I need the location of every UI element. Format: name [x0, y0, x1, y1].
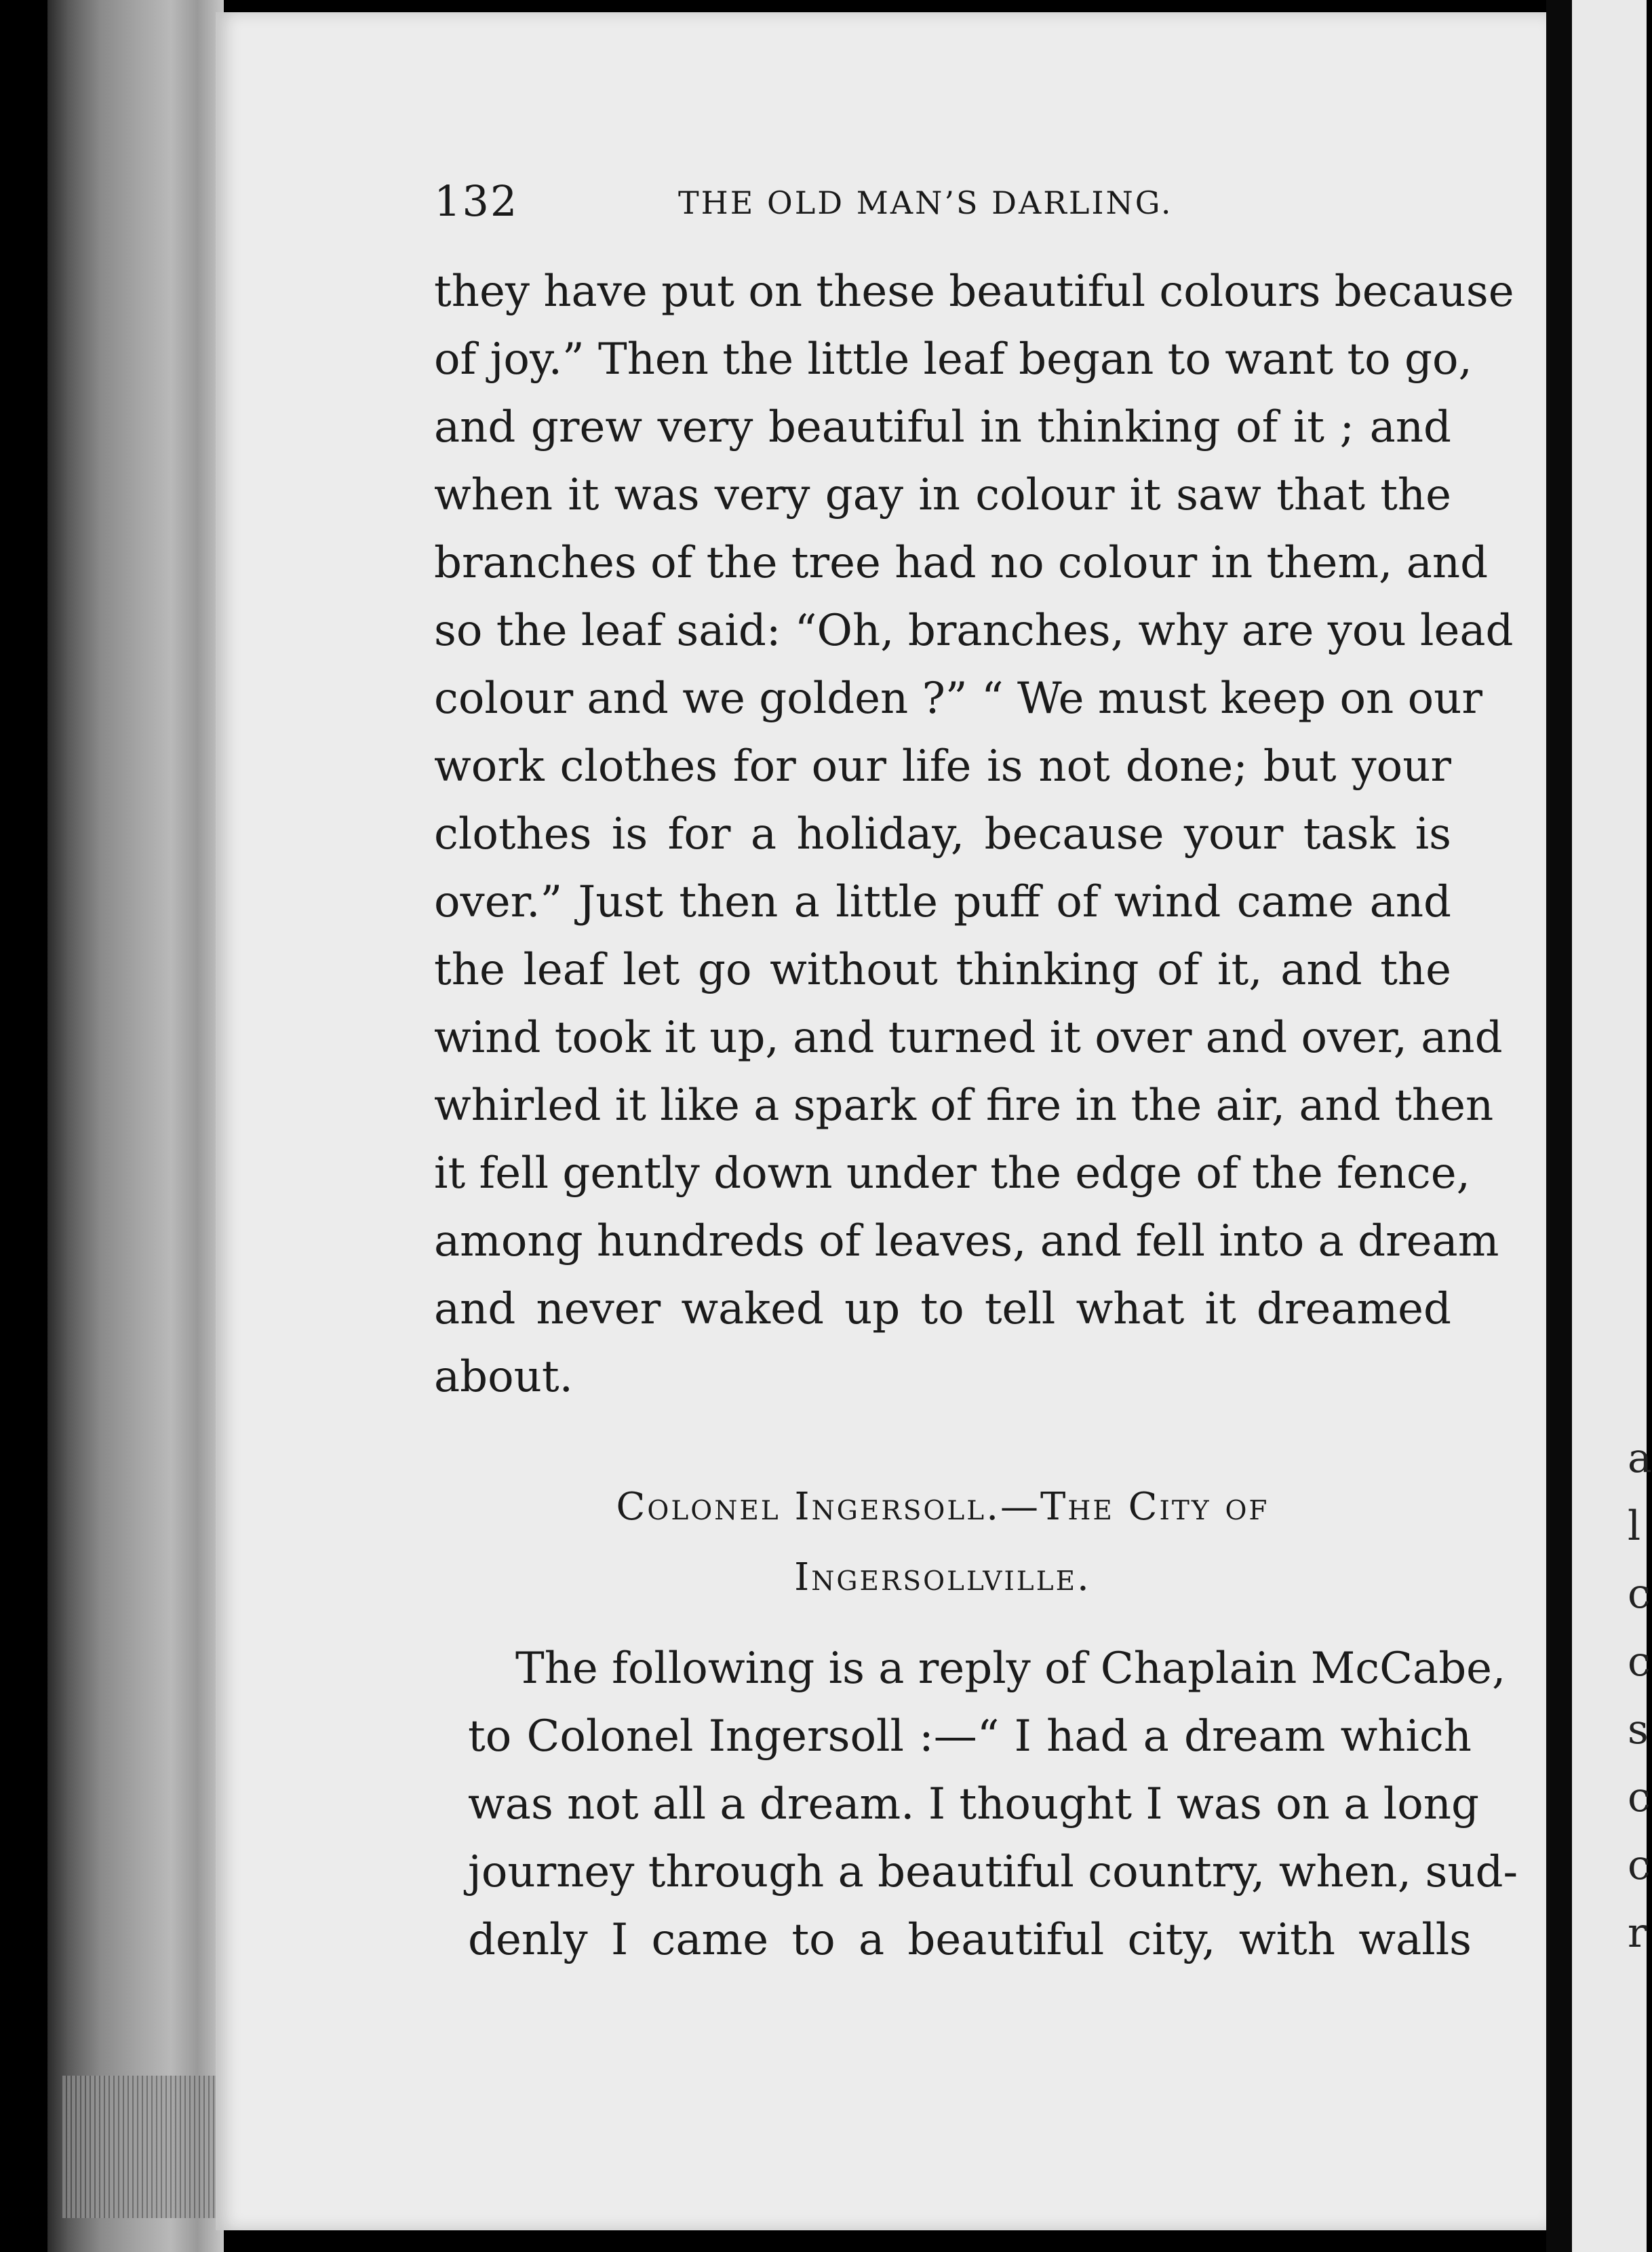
facing-letter: s [1628, 1706, 1649, 1753]
text-line: to Colonel Ingersoll :—“ I had a dream which [468, 1711, 1472, 1762]
facing-letter: l [1628, 1502, 1641, 1550]
page-stack-lines [61, 2076, 224, 2218]
text-line: branches of the tree had no colour in them, and [434, 538, 1489, 588]
facing-letter: c [1628, 1638, 1651, 1686]
section-heading-line: Ingersollville. [794, 1555, 1091, 1599]
page-header [434, 176, 1329, 237]
text-line: so the leaf said: “Oh, branches, why are you lead [434, 606, 1514, 656]
text-line: the leaf let go without thinking of it, and the [434, 945, 1451, 995]
section-heading-line: Colonel Ingersoll.—The City of [616, 1485, 1270, 1529]
book-gutter [1546, 0, 1572, 2252]
text-line: about. [434, 1352, 573, 1402]
facing-page-letters [1628, 1424, 1652, 1967]
text-line: clothes is for a holiday, because your task is [434, 809, 1451, 859]
paragraph-1 [434, 258, 1514, 1411]
text-line: and grew very beautiful in thinking of it ; and [434, 402, 1451, 452]
text-line: they have put on these beautiful colours because [434, 267, 1514, 317]
facing-letter: r [1628, 1909, 1647, 1957]
page-number: 132 [434, 176, 519, 226]
text-line: over.” Just then a little puff of wind came and [434, 877, 1451, 927]
facing-letter: a [1628, 1435, 1652, 1482]
text-line: it fell gently down under the edge of the fence, [434, 1148, 1470, 1199]
facing-letter: c [1628, 1774, 1651, 1821]
text-line: journey through a beautiful country, when, sud- [468, 1847, 1518, 1897]
text-line: denly I came to a beautiful city, with walls [468, 1915, 1472, 1965]
facing-letter: c [1628, 1842, 1651, 1889]
facing-letter: c [1628, 1570, 1651, 1618]
text-line: colour and we golden ?” “ We must keep on our [434, 674, 1482, 724]
text-line: The following is a reply of Chaplain McCabe, [515, 1644, 1506, 1694]
text-line: and never waked up to tell what it dreamed [434, 1284, 1451, 1334]
text-line: among hundreds of leaves, and fell into a dream [434, 1216, 1499, 1266]
running-title: THE OLD MAN’S DARLING. [678, 185, 1173, 221]
section-heading [434, 1472, 1451, 1613]
text-line: of joy.” Then the little leaf began to want to go, [434, 334, 1472, 385]
text-line: was not all a dream. I thought I was on a long [468, 1779, 1479, 1829]
text-line: wind took it up, and turned it over and over, and [434, 1013, 1503, 1063]
text-line: whirled it like a spark of fire in the air, and then [434, 1081, 1494, 1131]
page-stack-edge [47, 0, 224, 2252]
text-line: work clothes for our life is not done; but your [434, 741, 1451, 792]
paragraph-2 [468, 1635, 1518, 1974]
text-line: when it was very gay in colour it saw that the [434, 470, 1451, 520]
